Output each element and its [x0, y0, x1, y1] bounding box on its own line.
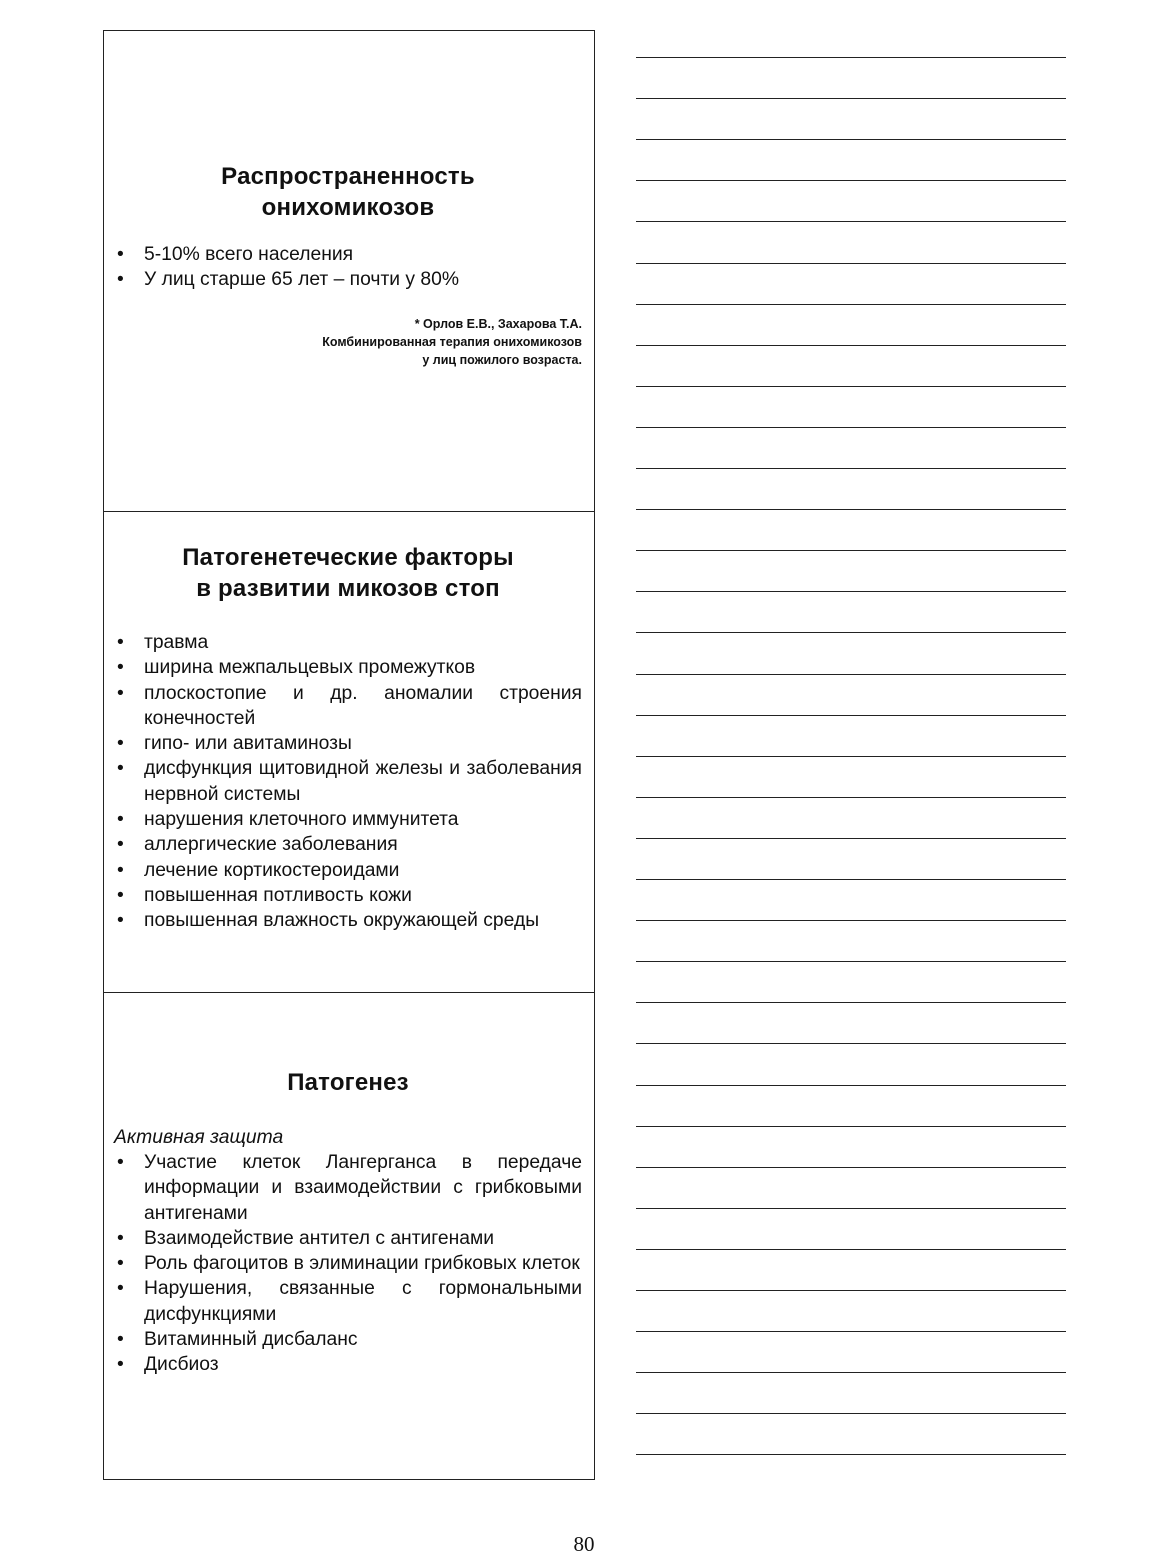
list-item: • Роль фагоцитов в элиминации грибковых клеток [114, 1251, 582, 1276]
list-item: • аллергические заболевания [114, 832, 582, 857]
notes-area [636, 0, 1066, 1480]
list-item: • травма [114, 630, 582, 655]
note-line [636, 263, 1066, 264]
title-line: Патогенетеческие факторы [182, 544, 514, 571]
list-item: • плоскостопие и др. аномалии строения конечностей [114, 681, 582, 732]
list-item: • У лиц старше 65 лет – почти у 80% [114, 267, 582, 292]
title-line: Распространенность [221, 163, 475, 190]
note-line [636, 180, 1066, 181]
bullet-list [114, 1150, 582, 1378]
note-line [636, 920, 1066, 921]
note-line [636, 468, 1066, 469]
note-line [636, 1372, 1066, 1373]
note-line [636, 879, 1066, 880]
note-line [636, 1413, 1066, 1414]
title-line: в развитии микозов стоп [196, 575, 500, 602]
list-item: • Витаминный дисбаланс [114, 1327, 582, 1352]
note-line [636, 550, 1066, 551]
note-line [636, 1043, 1066, 1044]
note-line [636, 591, 1066, 592]
note-line [636, 427, 1066, 428]
list-item: • ширина межпальцевых промежутков [114, 655, 582, 680]
list-item: • Участие клеток Лангерганса в передаче информации и взаимодействии с грибковыми антигенами [114, 1150, 582, 1226]
slide-title: Патогенез [287, 1069, 409, 1096]
note-line [636, 715, 1066, 716]
note-line [636, 1126, 1066, 1127]
slides-column [103, 30, 595, 1480]
note-line [636, 1290, 1066, 1291]
list-item: • повышенная влажность окружающей среды [114, 908, 582, 933]
note-line [636, 57, 1066, 58]
note-line [636, 797, 1066, 798]
list-item: • Дисбиоз [114, 1352, 582, 1377]
note-line [636, 1085, 1066, 1086]
list-item: • дисфункция щитовидной железы и заболевания нервной системы [114, 756, 582, 807]
page-number: 80 [573, 1532, 595, 1556]
note-line [636, 756, 1066, 757]
slide-pathogenesis [104, 992, 594, 1481]
citation-line: * Орлов Е.В., Захарова Т.А. [414, 316, 582, 331]
note-line [636, 1208, 1066, 1209]
bullet-list [114, 630, 582, 934]
slide-prevalence [104, 31, 594, 511]
note-line [636, 1331, 1066, 1332]
title-line: онихомикозов [261, 194, 435, 221]
note-line [636, 345, 1066, 346]
note-line [636, 632, 1066, 633]
note-line [636, 1249, 1066, 1250]
list-item: • 5-10% всего населения [114, 242, 582, 267]
note-line [636, 1002, 1066, 1003]
note-line [636, 98, 1066, 99]
note-line [636, 1167, 1066, 1168]
note-line [636, 961, 1066, 962]
list-item: • Нарушения, связанные с гормональными дисфункциями [114, 1276, 582, 1327]
slide-title [114, 161, 582, 223]
slide-pathogenetic-factors [104, 511, 594, 992]
list-item: • повышенная потливость кожи [114, 883, 582, 908]
list-item: • Взаимодействие антител с антигенами [114, 1226, 582, 1251]
bullet-list [114, 242, 582, 293]
list-item: • нарушения клеточного иммунитета [114, 807, 582, 832]
note-line [636, 386, 1066, 387]
note-line [636, 509, 1066, 510]
note-line [636, 1454, 1066, 1455]
note-line [636, 304, 1066, 305]
subheading: Активная защита [114, 1127, 284, 1148]
note-line [636, 139, 1066, 140]
citation [114, 315, 582, 369]
citation-line: у лиц пожилого возраста. [422, 352, 582, 367]
list-item: • лечение кортикостероидами [114, 858, 582, 883]
note-line [636, 674, 1066, 675]
list-item: • гипо- или авитаминозы [114, 731, 582, 756]
citation-line: Комбинированная терапия онихомикозов [322, 334, 582, 349]
note-line [636, 838, 1066, 839]
slide-title [114, 542, 582, 604]
note-line [636, 221, 1066, 222]
